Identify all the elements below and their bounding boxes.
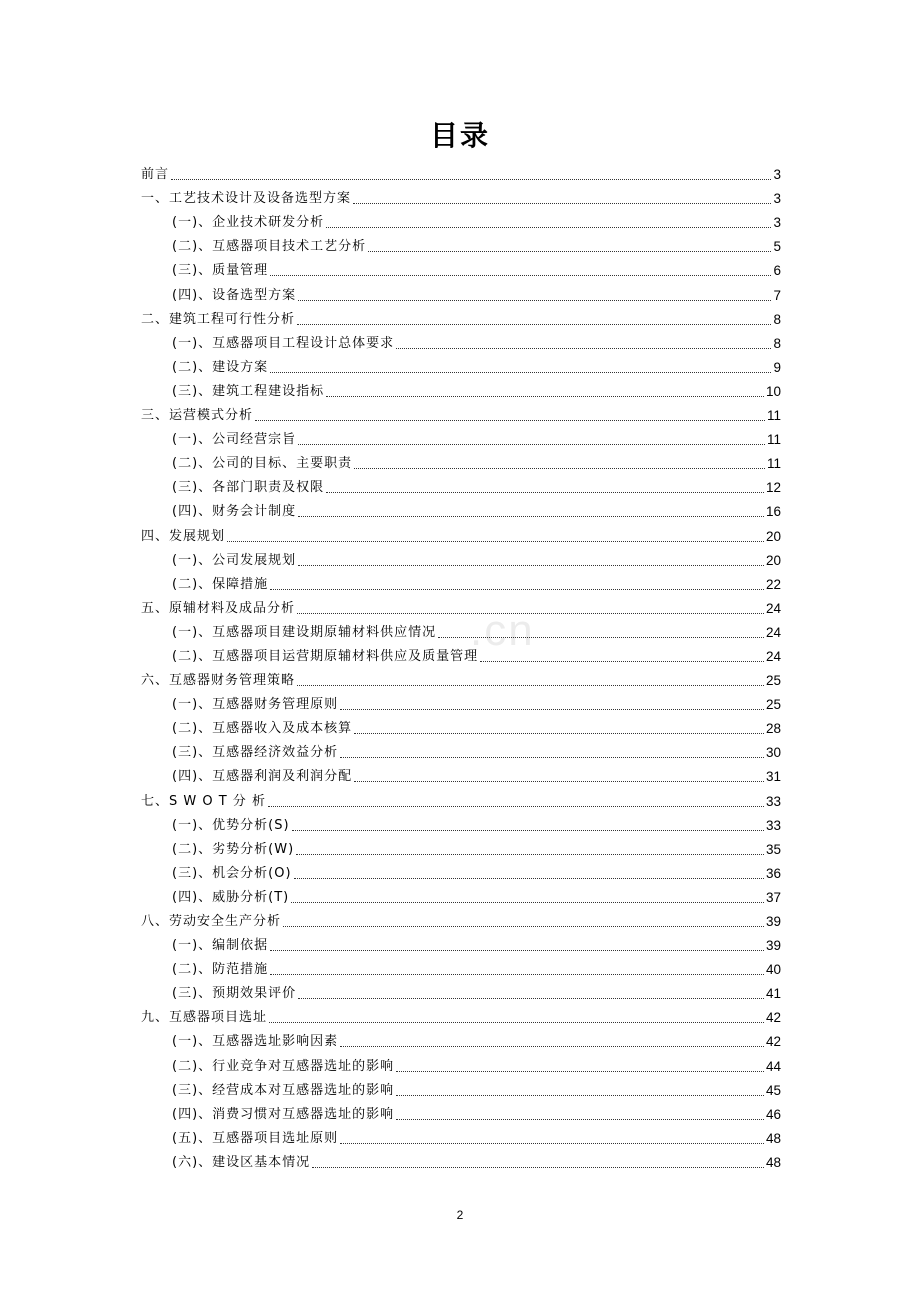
toc-entry[interactable]: [141, 1076, 781, 1100]
toc-entry[interactable]: [141, 883, 781, 907]
toc-entry[interactable]: [141, 690, 781, 714]
toc-entry[interactable]: [141, 256, 781, 280]
toc-entry-label: (一)、互感器项目建设期原辅材料供应情况: [172, 624, 437, 640]
toc-entry-label: (六)、建设区基本情况: [172, 1154, 311, 1170]
toc-dot-leader: [298, 998, 764, 999]
toc-entry[interactable]: [141, 907, 781, 931]
toc-entry-page: 44: [765, 1058, 781, 1074]
toc-dot-leader: [297, 685, 764, 686]
toc-entry-label: (一)、互感器项目工程设计总体要求: [172, 335, 395, 351]
toc-entry-page: 3: [773, 215, 781, 231]
toc-entry[interactable]: [141, 1124, 781, 1148]
toc-entry[interactable]: [141, 377, 781, 401]
toc-entry-label: (二)、行业竞争对互感器选址的影响: [172, 1058, 395, 1074]
toc-entry-label: (三)、建筑工程建设指标: [172, 383, 325, 399]
toc-entry-label: 八、劳动安全生产分析: [141, 914, 282, 929]
toc-entry-page: 36: [765, 865, 781, 881]
toc-entry-label: (一)、公司发展规划: [172, 552, 297, 568]
toc-entry-label: 一、工艺技术设计及设备选型方案: [141, 191, 352, 207]
toc-entry-page: 42: [765, 1034, 781, 1050]
toc-entry-label: (二)、互感器收入及成本核算: [172, 721, 353, 737]
toc-entry-page: 42: [765, 1010, 781, 1026]
toc-entry[interactable]: [141, 594, 781, 618]
toc-dot-leader: [227, 541, 764, 542]
toc-entry[interactable]: [141, 232, 781, 256]
toc-entry[interactable]: [141, 305, 781, 329]
toc-entry-label: 四、发展规划: [141, 528, 226, 544]
toc-entry-page: 5: [773, 239, 781, 255]
toc-dot-leader: [298, 565, 764, 566]
toc-entry-label: 三、运营模式分析: [141, 408, 254, 424]
toc-dot-leader: [326, 396, 764, 397]
toc-entry[interactable]: [141, 618, 781, 642]
toc-dot-leader: [326, 492, 764, 493]
toc-entry[interactable]: [141, 280, 781, 304]
toc-entry-page: 24: [765, 600, 781, 616]
toc-entry-page: 12: [765, 480, 781, 496]
toc-entry-page: 3: [773, 167, 781, 183]
toc-entry[interactable]: [141, 1003, 781, 1027]
toc-entry-label: (二)、互感器项目技术工艺分析: [172, 239, 367, 255]
toc-entry[interactable]: [141, 738, 781, 762]
toc-entry[interactable]: [141, 1027, 781, 1051]
toc-entry[interactable]: [141, 714, 781, 738]
toc-entry-label: 五、原辅材料及成品分析: [141, 600, 296, 616]
toc-entry[interactable]: [141, 160, 781, 184]
toc-entry-page: 9: [773, 359, 781, 375]
toc-entry-label: (四)、互感器利润及利润分配: [172, 769, 353, 785]
toc-entry-label: (三)、机会分析(O): [172, 865, 292, 881]
toc-dot-leader: [396, 1119, 764, 1120]
toc-entry[interactable]: [141, 353, 781, 377]
toc-dot-leader: [354, 733, 764, 734]
toc-entry[interactable]: [141, 642, 781, 666]
toc-entry-page: 46: [765, 1106, 781, 1122]
toc-entry-page: 30: [765, 745, 781, 761]
toc-entry-page: 31: [765, 769, 781, 785]
toc-entry-page: 3: [773, 191, 781, 207]
toc-dot-leader: [340, 1046, 764, 1047]
toc-entry-label: 二、建筑工程可行性分析: [141, 311, 296, 327]
toc-entry[interactable]: [141, 570, 781, 594]
toc-entry-label: 六、互感器财务管理策略: [141, 673, 296, 689]
toc-dot-leader: [480, 661, 764, 662]
toc-entry[interactable]: [141, 184, 781, 208]
toc-entry[interactable]: [141, 859, 781, 883]
toc-dot-leader: [312, 1167, 764, 1168]
toc-dot-leader: [269, 1022, 764, 1023]
toc-entry-page: 11: [766, 408, 781, 424]
toc-dot-leader: [326, 227, 771, 228]
toc-entry-label: 七、S W O T 分 析: [141, 793, 266, 809]
toc-entry-page: 48: [765, 1130, 781, 1146]
toc-dot-leader: [268, 806, 764, 807]
toc-dot-leader: [298, 444, 765, 445]
toc-entry-page: 33: [765, 817, 781, 833]
toc-entry-page: 7: [773, 287, 781, 303]
toc-entry[interactable]: [141, 208, 781, 232]
toc-entry[interactable]: [141, 979, 781, 1003]
toc-dot-leader: [171, 179, 771, 180]
toc-entry-label: 前言: [141, 167, 170, 183]
toc-dot-leader: [291, 902, 764, 903]
toc-entry-page: 48: [765, 1154, 781, 1170]
toc-dot-leader: [396, 1095, 764, 1096]
toc-dot-leader: [283, 926, 764, 927]
toc-entry-page: 25: [765, 697, 781, 713]
toc-dot-leader: [270, 372, 771, 373]
watermark: .cn: [470, 606, 535, 655]
toc-entry[interactable]: [141, 546, 781, 570]
toc-entry-page: 16: [765, 504, 781, 520]
toc-entry[interactable]: [141, 835, 781, 859]
toc-entry[interactable]: [141, 1148, 781, 1172]
toc-entry-label: (二)、防范措施: [172, 962, 269, 978]
table-of-contents: [141, 160, 781, 1172]
toc-dot-leader: [270, 974, 764, 975]
toc-entry-label: (五)、互感器项目选址原则: [172, 1130, 339, 1146]
toc-dot-leader: [270, 950, 764, 951]
toc-dot-leader: [354, 468, 765, 469]
toc-entry-page: 8: [773, 311, 781, 327]
toc-entry-page: 39: [765, 914, 781, 929]
toc-entry-page: 24: [765, 624, 781, 640]
toc-dot-leader: [296, 854, 764, 855]
toc-entry-label: (一)、编制依据: [172, 938, 269, 954]
toc-entry-page: 11: [766, 432, 781, 448]
toc-dot-leader: [340, 1143, 764, 1144]
toc-entry-page: 20: [765, 528, 781, 544]
toc-dot-leader: [298, 516, 764, 517]
toc-entry[interactable]: [141, 666, 781, 690]
toc-dot-leader: [297, 613, 764, 614]
toc-entry-label: (三)、预期效果评价: [172, 986, 297, 1002]
toc-dot-leader: [294, 878, 764, 879]
toc-entry[interactable]: [141, 931, 781, 955]
toc-dot-leader: [298, 300, 771, 301]
toc-dot-leader: [396, 1071, 764, 1072]
toc-dot-leader: [340, 709, 764, 710]
toc-entry-page: 25: [765, 673, 781, 689]
toc-entry-label: (一)、互感器选址影响因素: [172, 1034, 339, 1050]
toc-entry-page: 35: [765, 841, 781, 857]
toc-entry-label: (一)、优势分析(S): [172, 817, 290, 833]
toc-entry-page: 22: [765, 576, 781, 592]
toc-entry-page: 8: [773, 335, 781, 351]
toc-entry[interactable]: [141, 955, 781, 979]
toc-dot-leader: [292, 830, 764, 831]
toc-dot-leader: [396, 348, 771, 349]
toc-entry-label: (四)、财务会计制度: [172, 504, 297, 520]
toc-entry-page: 28: [765, 721, 781, 737]
toc-entry-label: (一)、企业技术研发分析: [172, 215, 325, 231]
toc-entry-label: (二)、劣势分析(W): [172, 841, 295, 857]
toc-entry[interactable]: [141, 473, 781, 497]
toc-entry-label: (四)、设备选型方案: [172, 287, 297, 303]
toc-entry-page: 24: [765, 648, 781, 664]
toc-dot-leader: [340, 757, 764, 758]
page-number: 2: [456, 1208, 464, 1222]
toc-entry[interactable]: [141, 1100, 781, 1124]
toc-entry-label: 九、互感器项目选址: [141, 1010, 268, 1026]
toc-entry[interactable]: [141, 1051, 781, 1075]
toc-dot-leader: [297, 324, 771, 325]
toc-entry[interactable]: [141, 401, 781, 425]
toc-entry-label: (二)、保障措施: [172, 576, 269, 592]
toc-entry[interactable]: [141, 329, 781, 353]
toc-entry[interactable]: [141, 786, 781, 810]
toc-entry-label: (二)、公司的目标、主要职责: [172, 456, 353, 472]
toc-entry-page: 40: [765, 962, 781, 978]
toc-entry[interactable]: [141, 425, 781, 449]
toc-entry-page: 20: [765, 552, 781, 568]
toc-entry-label: (三)、互感器经济效益分析: [172, 745, 339, 761]
toc-entry-label: (三)、经营成本对互感器选址的影响: [172, 1082, 395, 1098]
toc-entry[interactable]: [141, 762, 781, 786]
toc-dot-leader: [270, 589, 764, 590]
toc-entry-page: 33: [765, 793, 781, 809]
toc-entry[interactable]: [141, 521, 781, 545]
toc-entry-page: 39: [765, 938, 781, 954]
toc-entry-page: 45: [765, 1082, 781, 1098]
toc-entry[interactable]: [141, 449, 781, 473]
toc-entry-label: (四)、消费习惯对互感器选址的影响: [172, 1106, 395, 1122]
toc-entry-label: (一)、公司经营宗旨: [172, 432, 297, 448]
toc-dot-leader: [270, 275, 771, 276]
toc-dot-leader: [368, 251, 771, 252]
toc-entry-page: 37: [765, 889, 781, 905]
toc-entry-label: (四)、威胁分析(T): [172, 889, 290, 905]
toc-entry-page: 6: [773, 263, 781, 279]
toc-entry-label: (三)、质量管理: [172, 263, 269, 279]
toc-dot-leader: [255, 420, 765, 421]
toc-entry-page: 10: [765, 383, 781, 399]
page-title: 目录: [429, 119, 490, 152]
toc-entry[interactable]: [141, 811, 781, 835]
toc-entry-label: (三)、各部门职责及权限: [172, 480, 325, 496]
toc-dot-leader: [438, 637, 764, 638]
toc-dot-leader: [353, 203, 771, 204]
toc-entry-page: 11: [766, 456, 781, 472]
toc-entry-label: (一)、互感器财务管理原则: [172, 697, 339, 713]
toc-dot-leader: [354, 781, 764, 782]
toc-entry[interactable]: [141, 497, 781, 521]
toc-entry-label: (二)、互感器项目运营期原辅材料供应及质量管理: [172, 648, 479, 664]
toc-entry-page: 41: [765, 986, 781, 1002]
toc-entry-label: (二)、建设方案: [172, 359, 269, 375]
